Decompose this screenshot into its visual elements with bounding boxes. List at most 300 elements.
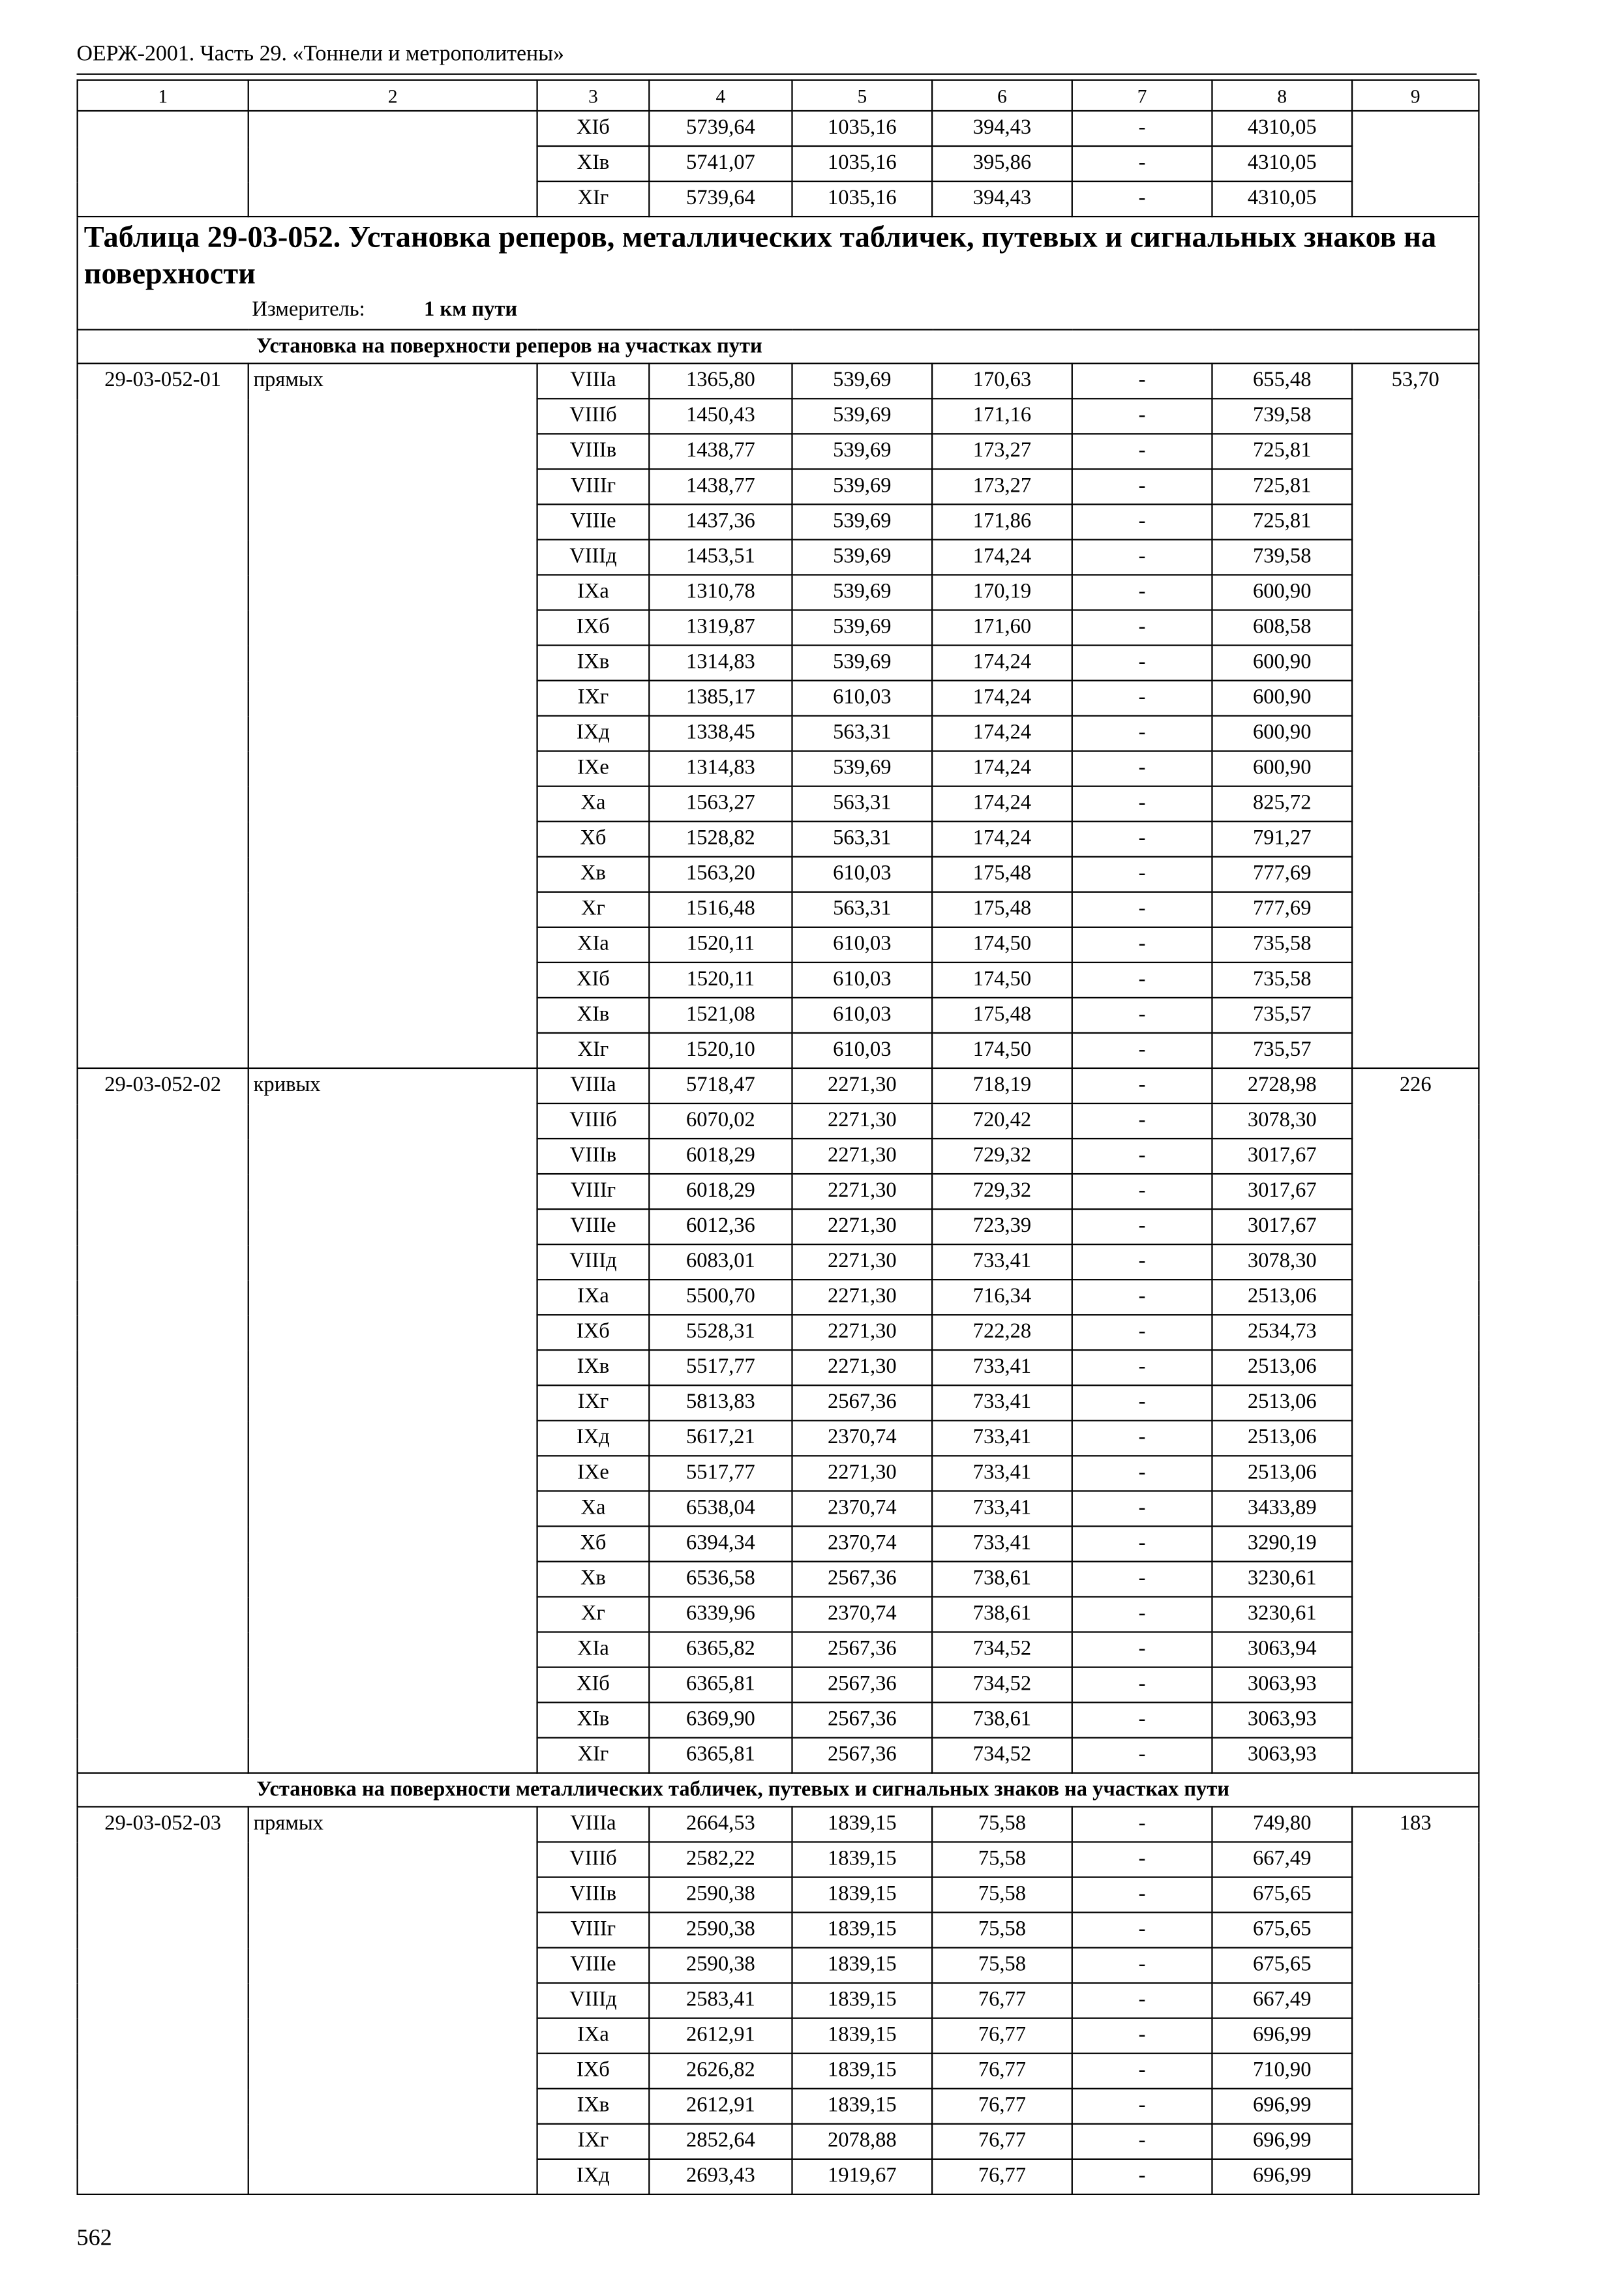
- cell: 563,31: [792, 786, 932, 822]
- cell: 75,58: [932, 1842, 1072, 1878]
- cell: 5741,07: [649, 146, 792, 181]
- row-label: Xг: [537, 1597, 650, 1632]
- cell: 2513,06: [1212, 1385, 1352, 1420]
- cell: 2370,74: [792, 1526, 932, 1561]
- cell: 1516,48: [649, 892, 792, 927]
- row-label: VIIIб: [537, 1842, 650, 1878]
- cell: 2567,36: [792, 1632, 932, 1668]
- cell: 3017,67: [1212, 1174, 1352, 1209]
- cell: 1839,15: [792, 1948, 932, 1983]
- cell: 2567,36: [792, 1561, 932, 1596]
- cell: 1521,08: [649, 998, 792, 1033]
- row-label: IXв: [537, 2089, 650, 2124]
- cell: 539,69: [792, 751, 932, 786]
- cell: 2567,36: [792, 1385, 932, 1420]
- cell: -: [1072, 2018, 1212, 2054]
- cell: 174,24: [932, 681, 1072, 716]
- cell: 5813,83: [649, 1385, 792, 1420]
- cell: -: [1072, 146, 1212, 181]
- cell: 3063,93: [1212, 1738, 1352, 1773]
- row-label: VIIIе: [537, 1209, 650, 1244]
- cell: 539,69: [792, 434, 932, 469]
- column-number-row: [78, 80, 1479, 111]
- column-number: 9: [1352, 80, 1479, 111]
- cell: 76,77: [932, 2089, 1072, 2124]
- rate-c9: 183: [1352, 1806, 1479, 2194]
- row-label: VIIIв: [537, 434, 650, 469]
- cell: 610,03: [792, 1033, 932, 1068]
- cell: 6538,04: [649, 1491, 792, 1526]
- row-label: VIIIг: [537, 1174, 650, 1209]
- cell: 76,77: [932, 2124, 1072, 2159]
- cell: 791,27: [1212, 822, 1352, 857]
- cell: 170,63: [932, 363, 1072, 398]
- cell: 733,41: [932, 1491, 1072, 1526]
- cell: 1035,16: [792, 111, 932, 146]
- cell: 735,58: [1212, 963, 1352, 998]
- cell: 6339,96: [649, 1597, 792, 1632]
- cell: 2567,36: [792, 1668, 932, 1703]
- table-title: Таблица 29-03-052. Установка реперов, металлических табличек, путевых и сигнальных знаков на поверхности: [83, 221, 1437, 291]
- cell: 655,48: [1212, 363, 1352, 398]
- cell: 1437,36: [649, 504, 792, 539]
- row-label: XIб: [537, 963, 650, 998]
- row-label: VIIIе: [537, 504, 650, 539]
- cell: -: [1072, 1174, 1212, 1209]
- cell: 5517,77: [649, 1456, 792, 1491]
- cell: 2626,82: [649, 2054, 792, 2089]
- cell: 5718,47: [649, 1068, 792, 1103]
- cell: 729,32: [932, 1139, 1072, 1174]
- cell: 3433,89: [1212, 1491, 1352, 1526]
- cell: 4310,05: [1212, 146, 1352, 181]
- cell: 174,24: [932, 539, 1072, 575]
- cell: -: [1072, 1668, 1212, 1703]
- row-label: VIIIг: [537, 469, 650, 504]
- cell: 1563,27: [649, 786, 792, 822]
- cell: 600,90: [1212, 751, 1352, 786]
- cell: 76,77: [932, 2018, 1072, 2054]
- cell: 1520,11: [649, 963, 792, 998]
- cell: 696,99: [1212, 2018, 1352, 2054]
- cell: 4310,05: [1212, 111, 1352, 146]
- cell: -: [1072, 1279, 1212, 1315]
- cell: -: [1072, 1103, 1212, 1139]
- cell: 610,03: [792, 998, 932, 1033]
- cell: 1365,80: [649, 363, 792, 398]
- cell: -: [1072, 1420, 1212, 1456]
- cell: 1310,78: [649, 575, 792, 610]
- row-label: VIIIб: [537, 1103, 650, 1139]
- section-heading: Установка на поверхности реперов на участках пути: [78, 329, 1479, 363]
- row-label: Xв: [537, 1561, 650, 1596]
- cell: -: [1072, 1597, 1212, 1632]
- cell: 1839,15: [792, 1878, 932, 1913]
- row-label: VIIIг: [537, 1913, 650, 1948]
- cell: -: [1072, 398, 1212, 434]
- cell: 6012,36: [649, 1209, 792, 1244]
- cell: 6018,29: [649, 1174, 792, 1209]
- row-label: XIб: [537, 111, 650, 146]
- cell: 75,58: [932, 1806, 1072, 1842]
- cell: 2370,74: [792, 1420, 932, 1456]
- cell: 2612,91: [649, 2089, 792, 2124]
- cell: 667,49: [1212, 1842, 1352, 1878]
- cell: 563,31: [792, 716, 932, 751]
- cell: 1520,11: [649, 927, 792, 963]
- cell: 1453,51: [649, 539, 792, 575]
- cell: 1839,15: [792, 2089, 932, 2124]
- cell: 1563,20: [649, 857, 792, 892]
- cell: 733,41: [932, 1526, 1072, 1561]
- cell: -: [1072, 963, 1212, 998]
- cell: 2513,06: [1212, 1456, 1352, 1491]
- row-label: XIг: [537, 181, 650, 217]
- cell: 733,41: [932, 1244, 1072, 1279]
- cell: 725,81: [1212, 434, 1352, 469]
- cell: 5500,70: [649, 1279, 792, 1315]
- cell: 1438,77: [649, 434, 792, 469]
- rate-code: 29-03-052-02: [78, 1068, 248, 1773]
- cell: 5739,64: [649, 111, 792, 146]
- cell: 1520,10: [649, 1033, 792, 1068]
- cell: 75,58: [932, 1948, 1072, 1983]
- cell: 600,90: [1212, 575, 1352, 610]
- cell: 173,27: [932, 469, 1072, 504]
- cell: 394,43: [932, 181, 1072, 217]
- cell: 1385,17: [649, 681, 792, 716]
- cell: -: [1072, 1526, 1212, 1561]
- cell: 738,61: [932, 1703, 1072, 1738]
- cell: 76,77: [932, 2159, 1072, 2194]
- cell: 2513,06: [1212, 1279, 1352, 1315]
- cell: -: [1072, 504, 1212, 539]
- cell: 3063,93: [1212, 1668, 1352, 1703]
- cell: -: [1072, 1456, 1212, 1491]
- cell: 2271,30: [792, 1456, 932, 1491]
- column-number: 6: [932, 80, 1072, 111]
- row-label: IXв: [537, 646, 650, 681]
- cell: 2567,36: [792, 1738, 932, 1773]
- cell: 76,77: [932, 2054, 1072, 2089]
- cell: -: [1072, 575, 1212, 610]
- row-label: VIIIд: [537, 1983, 650, 2018]
- cell: -: [1072, 111, 1212, 146]
- cell: -: [1072, 1385, 1212, 1420]
- cell: 2078,88: [792, 2124, 932, 2159]
- row-label: IXб: [537, 2054, 650, 2089]
- cell: 608,58: [1212, 610, 1352, 645]
- rates-table: [76, 80, 1479, 2195]
- cell: 6018,29: [649, 1139, 792, 1174]
- cell: -: [1072, 927, 1212, 963]
- row-label: VIIIд: [537, 539, 650, 575]
- cell: 675,65: [1212, 1913, 1352, 1948]
- cell: 2852,64: [649, 2124, 792, 2159]
- row-label: XIа: [537, 1632, 650, 1668]
- table-row: [78, 111, 1479, 146]
- cell: 2693,43: [649, 2159, 792, 2194]
- cell: 6083,01: [649, 1244, 792, 1279]
- cell: 171,86: [932, 504, 1072, 539]
- cell: -: [1072, 434, 1212, 469]
- row-label: VIIIа: [537, 1068, 650, 1103]
- row-label: Xг: [537, 892, 650, 927]
- cell: 2664,53: [649, 1806, 792, 1842]
- cell: 739,58: [1212, 539, 1352, 575]
- column-number: 3: [537, 80, 650, 111]
- cell: 1035,16: [792, 146, 932, 181]
- cell: -: [1072, 1561, 1212, 1596]
- row-label: IXе: [537, 1456, 650, 1491]
- rate-name: кривых: [248, 1068, 537, 1773]
- cell: 4310,05: [1212, 181, 1352, 217]
- cell: 1839,15: [792, 2054, 932, 2089]
- empty-cell: [1352, 111, 1479, 217]
- cell: -: [1072, 1209, 1212, 1244]
- row-label: XIа: [537, 927, 650, 963]
- row-label: IXе: [537, 751, 650, 786]
- cell: 563,31: [792, 822, 932, 857]
- row-label: VIIIа: [537, 1806, 650, 1842]
- cell: -: [1072, 1842, 1212, 1878]
- cell: 722,28: [932, 1315, 1072, 1350]
- cell: -: [1072, 1738, 1212, 1773]
- row-label: IXа: [537, 575, 650, 610]
- cell: 777,69: [1212, 857, 1352, 892]
- cell: 539,69: [792, 363, 932, 398]
- cell: 2582,22: [649, 1842, 792, 1878]
- cell: 710,90: [1212, 2054, 1352, 2089]
- column-number: 4: [649, 80, 792, 111]
- cell: 610,03: [792, 963, 932, 998]
- cell: 6070,02: [649, 1103, 792, 1139]
- cell: 2534,73: [1212, 1315, 1352, 1350]
- cell: 716,34: [932, 1279, 1072, 1315]
- meter-value: 1 км пути: [424, 298, 518, 322]
- rate-code: 29-03-052-03: [78, 1806, 248, 2194]
- row-label: VIIIб: [537, 398, 650, 434]
- cell: -: [1072, 1068, 1212, 1103]
- cell: 6365,81: [649, 1738, 792, 1773]
- meter-label: Измеритель:: [252, 298, 365, 322]
- cell: -: [1072, 892, 1212, 927]
- cell: -: [1072, 646, 1212, 681]
- column-number: 1: [78, 80, 248, 111]
- cell: 174,50: [932, 963, 1072, 998]
- row-label: IXб: [537, 610, 650, 645]
- empty-cell: [78, 111, 248, 217]
- cell: -: [1072, 2089, 1212, 2124]
- row-label: IXд: [537, 716, 650, 751]
- section-heading-row: [78, 329, 1479, 363]
- rate-c9: 226: [1352, 1068, 1479, 1773]
- row-label: IXв: [537, 1350, 650, 1385]
- column-number: 2: [248, 80, 537, 111]
- rate-c9: 53,70: [1352, 363, 1479, 1068]
- row-label: XIв: [537, 146, 650, 181]
- row-label: IXг: [537, 1385, 650, 1420]
- cell: -: [1072, 1703, 1212, 1738]
- cell: 600,90: [1212, 681, 1352, 716]
- cell: 6365,82: [649, 1632, 792, 1668]
- cell: -: [1072, 786, 1212, 822]
- cell: 75,58: [932, 1878, 1072, 1913]
- cell: 734,52: [932, 1632, 1072, 1668]
- row-label: Xа: [537, 786, 650, 822]
- cell: 600,90: [1212, 716, 1352, 751]
- cell: 610,03: [792, 857, 932, 892]
- cell: 723,39: [932, 1209, 1072, 1244]
- cell: 610,03: [792, 927, 932, 963]
- row-label: Xа: [537, 1491, 650, 1526]
- cell: 175,48: [932, 892, 1072, 927]
- cell: 733,41: [932, 1420, 1072, 1456]
- cell: 2370,74: [792, 1597, 932, 1632]
- cell: 600,90: [1212, 646, 1352, 681]
- cell: 2728,98: [1212, 1068, 1352, 1103]
- running-header: ОЕРЖ-2001. Часть 29. «Тоннели и метрополитены»: [76, 42, 564, 67]
- cell: 1338,45: [649, 716, 792, 751]
- cell: 696,99: [1212, 2124, 1352, 2159]
- cell: 738,61: [932, 1561, 1072, 1596]
- rate-name: прямых: [248, 363, 537, 1068]
- cell: -: [1072, 1350, 1212, 1385]
- cell: 725,81: [1212, 504, 1352, 539]
- cell: -: [1072, 1913, 1212, 1948]
- cell: 1839,15: [792, 1806, 932, 1842]
- cell: -: [1072, 1033, 1212, 1068]
- cell: 735,57: [1212, 998, 1352, 1033]
- cell: -: [1072, 2159, 1212, 2194]
- cell: 2271,30: [792, 1103, 932, 1139]
- header-rule: [76, 74, 1477, 75]
- cell: 735,57: [1212, 1033, 1352, 1068]
- row-label: Xб: [537, 1526, 650, 1561]
- cell: 2370,74: [792, 1491, 932, 1526]
- cell: 1919,67: [792, 2159, 932, 2194]
- cell: 3230,61: [1212, 1597, 1352, 1632]
- row-label: Xв: [537, 857, 650, 892]
- cell: 749,80: [1212, 1806, 1352, 1842]
- cell: 610,03: [792, 681, 932, 716]
- column-number: 5: [792, 80, 932, 111]
- cell: 1839,15: [792, 1913, 932, 1948]
- cell: -: [1072, 2124, 1212, 2159]
- cell: 738,61: [932, 1597, 1072, 1632]
- cell: 2590,38: [649, 1878, 792, 1913]
- cell: -: [1072, 363, 1212, 398]
- cell: 696,99: [1212, 2159, 1352, 2194]
- cell: 5739,64: [649, 181, 792, 217]
- cell: 6394,34: [649, 1526, 792, 1561]
- table-row: [78, 363, 1479, 398]
- cell: 6536,58: [649, 1561, 792, 1596]
- cell: -: [1072, 716, 1212, 751]
- cell: 2271,30: [792, 1315, 932, 1350]
- cell: -: [1072, 751, 1212, 786]
- cell: 539,69: [792, 610, 932, 645]
- cell: 5617,21: [649, 1420, 792, 1456]
- table-row: [78, 1806, 1479, 1842]
- cell: 539,69: [792, 469, 932, 504]
- cell: 1035,16: [792, 181, 932, 217]
- row-label: XIб: [537, 1668, 650, 1703]
- row-label: XIг: [537, 1033, 650, 1068]
- cell: -: [1072, 1315, 1212, 1350]
- table-title-cell: [78, 217, 1479, 329]
- cell: 777,69: [1212, 892, 1352, 927]
- cell: 3017,67: [1212, 1139, 1352, 1174]
- page-number: 562: [76, 2226, 112, 2251]
- cell: 394,43: [932, 111, 1072, 146]
- cell: 2513,06: [1212, 1420, 1352, 1456]
- empty-cell: [248, 111, 537, 217]
- cell: 667,49: [1212, 1983, 1352, 2018]
- cell: -: [1072, 681, 1212, 716]
- row-label: XIг: [537, 1738, 650, 1773]
- table-row: [78, 1068, 1479, 1103]
- cell: 539,69: [792, 575, 932, 610]
- cell: 3230,61: [1212, 1561, 1352, 1596]
- cell: -: [1072, 857, 1212, 892]
- row-label: IXг: [537, 681, 650, 716]
- cell: 1314,83: [649, 751, 792, 786]
- cell: 76,77: [932, 1983, 1072, 2018]
- cell: 174,24: [932, 786, 1072, 822]
- cell: 1314,83: [649, 646, 792, 681]
- column-number: 8: [1212, 80, 1352, 111]
- cell: 170,19: [932, 575, 1072, 610]
- cell: -: [1072, 1948, 1212, 1983]
- row-label: XIв: [537, 998, 650, 1033]
- cell: -: [1072, 1491, 1212, 1526]
- table-title-row: [78, 217, 1479, 329]
- cell: 174,24: [932, 751, 1072, 786]
- cell: 729,32: [932, 1174, 1072, 1209]
- cell: 2567,36: [792, 1703, 932, 1738]
- row-label: IXг: [537, 2124, 650, 2159]
- row-label: VIIIд: [537, 1244, 650, 1279]
- cell: 739,58: [1212, 398, 1352, 434]
- cell: 3017,67: [1212, 1209, 1352, 1244]
- cell: 175,48: [932, 998, 1072, 1033]
- cell: 6365,81: [649, 1668, 792, 1703]
- cell: 725,81: [1212, 469, 1352, 504]
- row-label: IXд: [537, 1420, 650, 1456]
- cell: 2271,30: [792, 1139, 932, 1174]
- meter-line: [84, 299, 1472, 320]
- cell: 734,52: [932, 1738, 1072, 1773]
- cell: 1839,15: [792, 1983, 932, 2018]
- row-label: IXд: [537, 2159, 650, 2194]
- cell: 2271,30: [792, 1350, 932, 1385]
- row-label: XIв: [537, 1703, 650, 1738]
- cell: 5517,77: [649, 1350, 792, 1385]
- cell: 5528,31: [649, 1315, 792, 1350]
- cell: -: [1072, 1139, 1212, 1174]
- cell: 1528,82: [649, 822, 792, 857]
- rate-name: прямых: [248, 1806, 537, 2194]
- cell: 3290,19: [1212, 1526, 1352, 1561]
- cell: 733,41: [932, 1350, 1072, 1385]
- cell: -: [1072, 539, 1212, 575]
- cell: 6369,90: [649, 1703, 792, 1738]
- cell: 1438,77: [649, 469, 792, 504]
- cell: 2590,38: [649, 1948, 792, 1983]
- cell: -: [1072, 610, 1212, 645]
- cell: 75,58: [932, 1913, 1072, 1948]
